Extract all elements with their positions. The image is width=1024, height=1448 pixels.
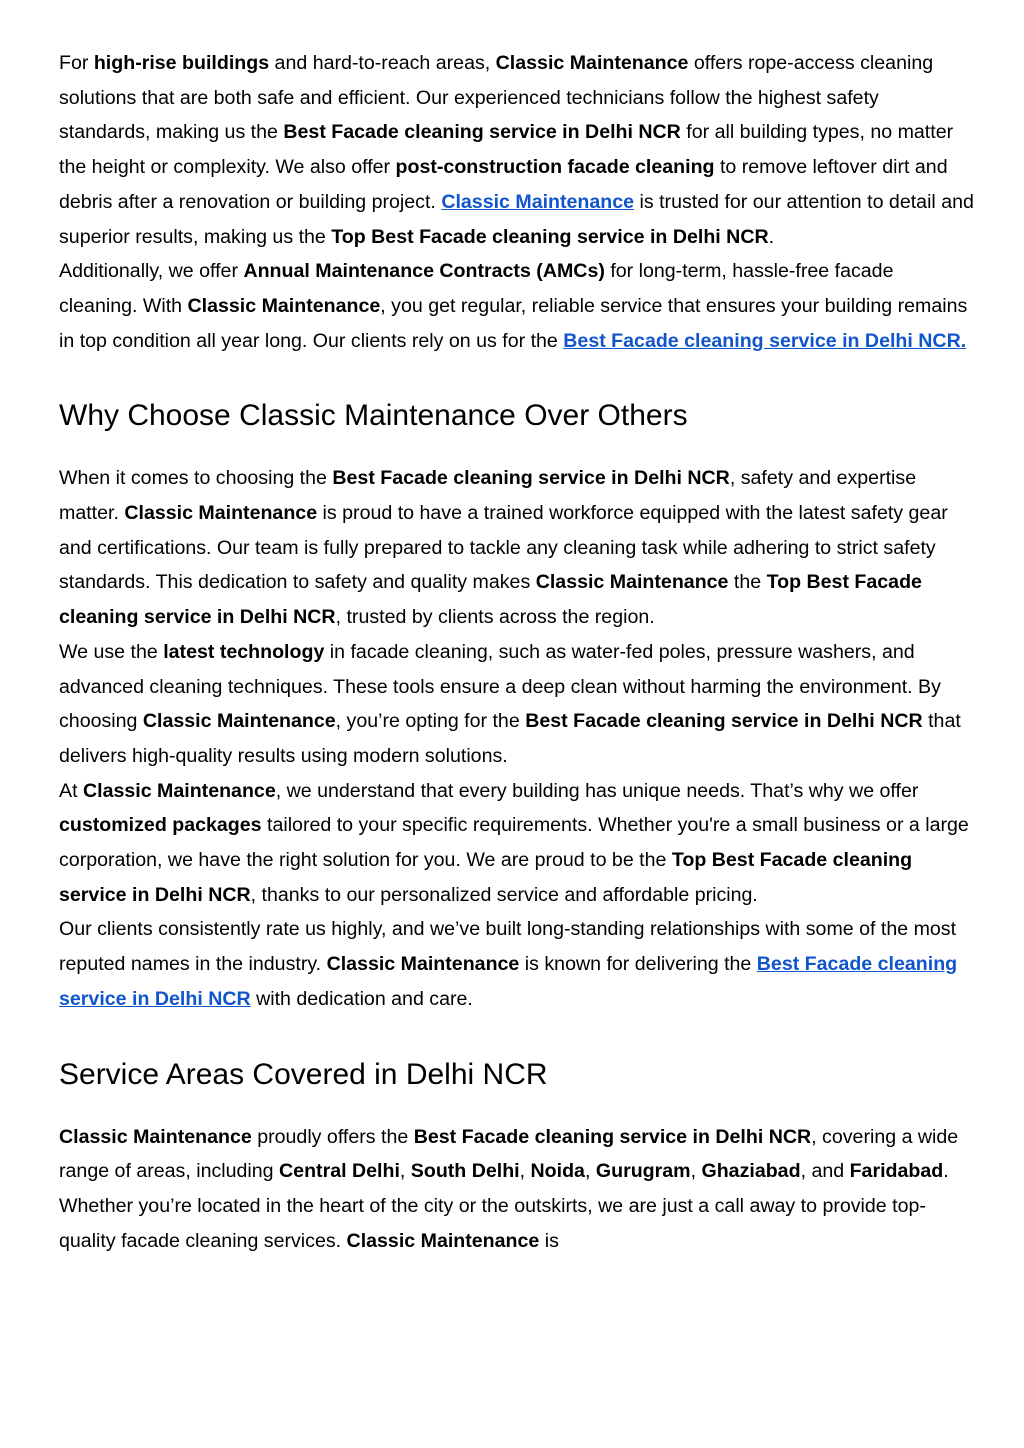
inline-link[interactable]: Best Facade cleaning service in Delhi NCR.: [563, 329, 967, 352]
text-run: , you’re opting for the: [335, 710, 526, 733]
bold-text: Top Best Facade cleaning service in Delhi NCR: [59, 849, 913, 906]
text-run: At: [59, 779, 83, 802]
bold-text: Ghaziabad: [701, 1160, 801, 1183]
inline-link[interactable]: Best Facade cleaning service in Delhi NCR: [59, 953, 958, 1010]
paragraph-packages: [59, 774, 974, 913]
text-run: .: [768, 225, 775, 248]
bold-text: Top Best Facade cleaning service in Delhi NCR: [331, 225, 769, 248]
paragraph-safety: [59, 461, 974, 635]
bold-text: Classic Maintenance: [495, 52, 689, 74]
text-run: ,: [519, 1160, 531, 1183]
text-run: , covering a wide range of areas, including: [59, 1125, 959, 1183]
paragraph-high-rise: [59, 46, 974, 254]
text-run: to remove leftover dirt and debris after a renovation or building project.: [59, 156, 948, 213]
bold-text: Classic Maintenance: [535, 571, 729, 594]
bold-text: Best Facade cleaning service in Delhi NCR: [332, 467, 730, 490]
bold-text: Classic Maintenance: [326, 953, 520, 976]
text-run: in facade cleaning, such as water-fed poles, pressure washers, and advanced cleaning techniques. These tools ensure a deep clean without harming the environment. By choosing: [59, 640, 941, 733]
bold-text: Best Facade cleaning service in Delhi NCR: [413, 1125, 812, 1148]
bold-text: Best Facade cleaning service in Delhi NCR: [525, 710, 923, 733]
text-run: with dedication and care.: [250, 987, 473, 1010]
bold-text: Classic Maintenance: [142, 710, 336, 733]
paragraph-areas: [59, 1120, 974, 1259]
bold-text: Classic Maintenance: [59, 1125, 252, 1148]
bold-text: Top Best Facade cleaning service in Delhi NCR: [59, 571, 922, 629]
bold-text: post-construction facade cleaning: [395, 156, 715, 179]
text-run: the: [728, 571, 767, 594]
bold-text: Classic Maintenance: [187, 294, 381, 317]
text-run: tailored to your specific requirements. Whether you're a small business or a large corporation, we have the right solution for you. We are proud to be the: [59, 814, 969, 872]
text-run: offers rope-access cleaning solutions that are both safe and efficient. Our experienced technicians follow the highest safety standards, making us the: [59, 52, 934, 144]
heading-why-choose: Why Choose Classic Maintenance Over Others: [59, 399, 688, 433]
text-run: . Whether you’re located in the heart of the city or the outskirts, we are just a call away to provide top-quality facade cleaning services.: [59, 1160, 949, 1252]
bold-text: Best Facade cleaning service in Delhi NCR: [283, 121, 681, 144]
paragraph-technology: [59, 635, 974, 774]
text-run: and hard-to-reach areas,: [269, 52, 496, 74]
bold-text: Classic Maintenance: [82, 779, 276, 802]
bold-text: South Delhi: [410, 1160, 520, 1183]
text-run: is proud to have a trained workforce equipped with the latest safety gear and certifications. Our team is fully prepared to tackle any cleaning task while adhering to strict safety standards. This dedication to safety and quality makes: [59, 502, 948, 594]
text-run: is: [539, 1229, 559, 1252]
text-run: , we understand that every building has unique needs. That’s why we offer: [275, 779, 919, 802]
text-run: ,: [690, 1160, 702, 1183]
bold-text: Faridabad: [849, 1160, 944, 1183]
text-run: Our clients consistently rate us highly, and we’ve built long-standing relationships with some of the most reputed names in the industry.: [59, 918, 957, 976]
text-run: , and: [800, 1160, 850, 1183]
bold-text: Annual Maintenance Contracts (AMCs): [243, 260, 605, 283]
text-run: ,: [584, 1160, 596, 1183]
text-run: , you get regular, reliable service that ensures your building remains in top condition all year long. Our clients rely on us for the: [59, 294, 968, 352]
text-run: , thanks to our personalized service and affordable pricing.: [250, 883, 758, 906]
text-run: is trusted for our attention to detail and superior results, making us the: [59, 190, 974, 248]
document-page: [59, 46, 974, 1258]
bold-text: Classic Maintenance: [124, 502, 318, 525]
text-run: ,: [399, 1160, 411, 1183]
text-run: that delivers high-quality results using modern solutions.: [59, 710, 961, 767]
text-run: proudly offers the: [251, 1125, 414, 1148]
paragraph-amc: [59, 254, 974, 358]
text-run: For: [59, 52, 94, 74]
bold-text: Noida: [530, 1160, 585, 1183]
inline-link[interactable]: Classic Maintenance: [441, 190, 635, 213]
text-run: , trusted by clients across the region.: [335, 606, 655, 629]
text-run: for all building types, no matter the height or complexity. We also offer: [59, 121, 954, 179]
text-run: Additionally, we offer: [59, 260, 244, 283]
bold-text: Central Delhi: [279, 1160, 400, 1183]
text-run: When it comes to choosing the: [59, 467, 333, 490]
text-run: , safety and expertise matter.: [59, 467, 917, 525]
bold-text: latest technology: [163, 640, 325, 663]
bold-text: Classic Maintenance: [346, 1229, 540, 1252]
text-run: for long-term, hassle-free facade cleaning. With: [59, 260, 894, 317]
heading-service-areas: Service Areas Covered in Delhi NCR: [59, 1057, 548, 1091]
text-run: is known for delivering the: [519, 953, 757, 976]
text-run: We use the: [59, 640, 164, 663]
bold-text: Gurugram: [595, 1160, 691, 1183]
bold-text: high-rise buildings: [93, 52, 270, 74]
paragraph-clients: [59, 912, 974, 1016]
bold-text: customized packages: [59, 814, 262, 837]
